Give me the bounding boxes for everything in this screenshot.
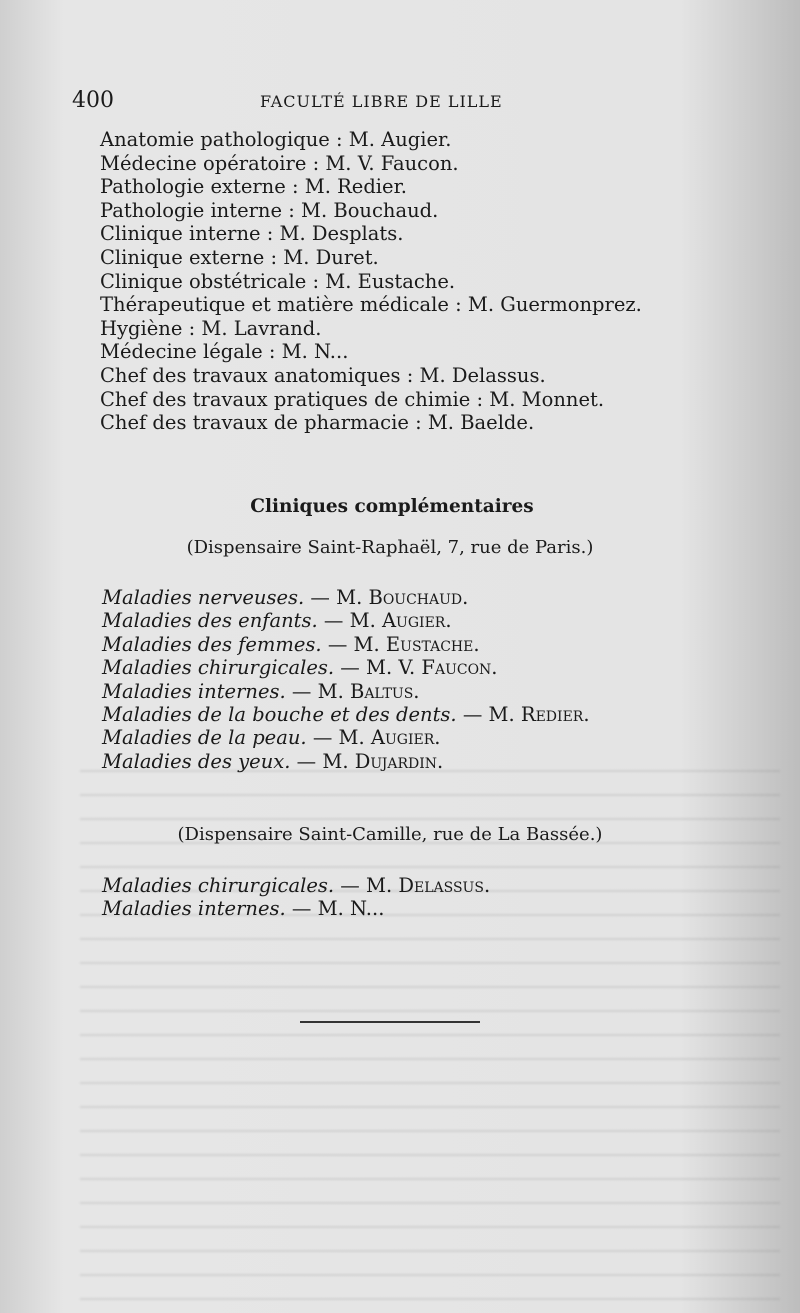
- clinic-row: [102, 750, 722, 773]
- clinic-doctor: — M. N...: [291, 897, 385, 921]
- section-divider: [300, 1021, 480, 1023]
- faculty-line: Pathologie externe : M. Redier.: [100, 175, 407, 199]
- clinic-name: Maladies internes.: [102, 897, 286, 921]
- clinic-row: [102, 586, 722, 609]
- clinic-row: [102, 726, 722, 749]
- clinic-row: [102, 656, 722, 679]
- clinic-name: Maladies chirurgicales.: [102, 656, 335, 680]
- faculty-line: Médecine opératoire : M. V. Faucon.: [100, 151, 459, 175]
- faculty-line: Hygiène : M. Lavrand.: [100, 316, 322, 340]
- clinic-name: Maladies des femmes.: [102, 632, 322, 656]
- clinic-row: [102, 680, 722, 703]
- clinic-row: [102, 874, 722, 897]
- faculty-line: Clinique interne : M. Desplats.: [100, 222, 404, 246]
- clinic-doctor: — M. Baltus.: [291, 679, 420, 703]
- clinic-name: Maladies des yeux.: [102, 749, 291, 773]
- faculty-line: Chef des travaux pratiques de chimie : M. Monnet.: [100, 387, 605, 411]
- page-number: 400: [72, 88, 114, 113]
- running-title: FACULTÉ LIBRE DE LILLE: [260, 92, 503, 111]
- clinic-name: Maladies des enfants.: [102, 609, 318, 633]
- clinic-doctor: — M. Bouchaud.: [310, 586, 469, 609]
- dispensary-heading: (Dispensaire Saint-Raphaël, 7, rue de Paris.): [186, 537, 594, 558]
- clinic-name: Maladies internes.: [102, 679, 286, 703]
- clinic-doctor: — M. Delassus.: [340, 874, 491, 897]
- clinic-row: [102, 609, 722, 632]
- clinic-doctor: — M. Augier.: [323, 609, 452, 633]
- clinic-doctor: — M. Redier.: [462, 703, 590, 727]
- clinic-row: [102, 703, 722, 726]
- clinic-name: Maladies nerveuses.: [102, 586, 305, 609]
- faculty-line: Chef des travaux de pharmacie : M. Baelde.: [100, 411, 535, 435]
- section-title: Cliniques complémentaires: [250, 496, 534, 517]
- clinic-row: [102, 897, 722, 920]
- faculty-line: Médecine légale : M. N...: [100, 340, 349, 364]
- clinic-doctor: — M. Dujardin.: [296, 749, 444, 773]
- faculty-line: Thérapeutique et matière médicale : M. Guermonprez.: [100, 293, 642, 317]
- faculty-line: Clinique externe : M. Duret.: [100, 245, 379, 269]
- clinic-name: Maladies de la peau.: [102, 726, 307, 750]
- page-header: [72, 88, 712, 118]
- clinic-name: Maladies de la bouche et des dents.: [102, 703, 457, 727]
- faculty-line: Chef des travaux anatomiques : M. Delassus.: [100, 363, 546, 387]
- clinic-doctor: — M. Eustache.: [327, 632, 480, 656]
- faculty-line: Pathologie interne : M. Bouchaud.: [100, 198, 439, 222]
- clinic-list: [102, 586, 722, 773]
- dispensary-heading: (Dispensaire Saint-Camille, rue de La Bassée.): [177, 824, 603, 845]
- clinic-name: Maladies chirurgicales.: [102, 874, 335, 897]
- clinic-row: [102, 633, 722, 656]
- clinic-list: [102, 874, 722, 921]
- faculty-line: Clinique obstétricale : M. Eustache.: [100, 269, 456, 293]
- clinic-doctor: — M. Augier.: [312, 726, 441, 750]
- faculty-list: [100, 128, 720, 435]
- faculty-line: Anatomie pathologique : M. Augier.: [100, 128, 452, 151]
- clinic-doctor: — M. V. Faucon.: [340, 656, 498, 680]
